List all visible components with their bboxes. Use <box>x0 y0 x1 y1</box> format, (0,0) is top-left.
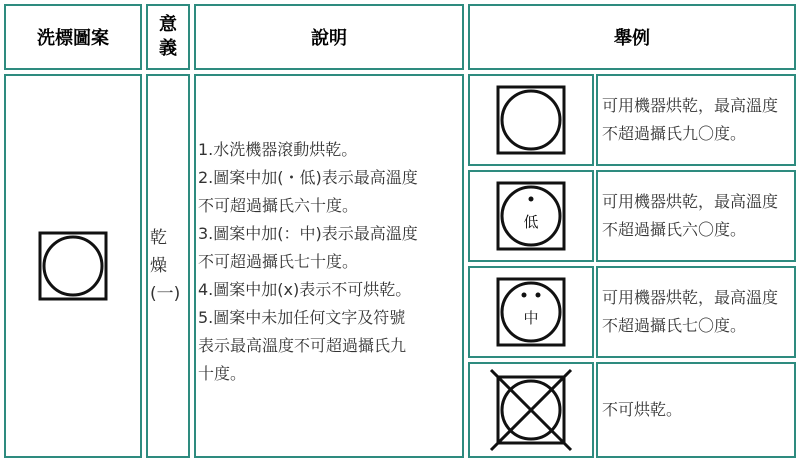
description-cell <box>194 74 464 458</box>
header-meaning <box>146 4 190 70</box>
example-icon-cell <box>468 170 594 262</box>
description-line: 4.圖案中加(x)表示不可烘乾。 <box>198 280 412 299</box>
header-pattern <box>4 4 142 70</box>
header-description-label: 說明 <box>311 28 347 49</box>
description-line: 不可超過攝氏六十度。 <box>198 196 359 215</box>
crossed-out-circle-in-square-icon <box>489 368 573 452</box>
medium-label: 中 <box>523 309 539 327</box>
meaning-line3: (一) <box>150 284 181 304</box>
example-text: 可用機器烘乾，最高溫度不超過攝氏七〇度。 <box>602 288 779 335</box>
example-icon-cell <box>468 74 594 166</box>
header-examples-label: 舉例 <box>614 28 650 49</box>
meaning-line1: 乾 <box>150 228 167 248</box>
tumble-dry-icon <box>38 231 108 301</box>
description-line: 2.圖案中加(・低)表示最高溫度 <box>198 168 418 187</box>
example-text: 可用機器烘乾，最高溫度不超過攝氏六〇度。 <box>602 192 779 239</box>
description-line: 表示最高溫度不可超過攝氏九 <box>198 336 407 355</box>
meaning-cell <box>146 74 190 458</box>
circle-in-square-icon <box>496 85 566 155</box>
example-icon-cell <box>468 266 594 358</box>
description-line: 5.圖案中未加任何文字及符號 <box>198 308 406 327</box>
example-text-cell <box>596 266 796 358</box>
example-text: 不可烘乾。 <box>602 400 683 419</box>
example-text-cell <box>596 74 796 166</box>
header-description <box>194 4 464 70</box>
header-meaning-line2: 義 <box>159 38 177 59</box>
description-line: 3.圖案中加(：中)表示最高溫度 <box>198 224 418 243</box>
example-text-cell <box>596 362 796 458</box>
example-text: 可用機器烘乾，最高溫度不超過攝氏九〇度。 <box>602 96 779 143</box>
description-line: 十度。 <box>198 364 247 383</box>
description-line: 不可超過攝氏七十度。 <box>198 252 359 271</box>
header-pattern-label: 洗標圖案 <box>37 28 109 49</box>
pattern-cell <box>4 74 142 458</box>
description-line: 1.水洗機器滾動烘乾。 <box>198 140 358 159</box>
circle-in-square-two-dots-icon <box>496 277 566 347</box>
meaning-line2: 燥 <box>150 256 167 276</box>
header-examples <box>468 4 796 70</box>
header-meaning-line1: 意 <box>159 14 177 35</box>
circle-in-square-one-dot-icon <box>496 181 566 251</box>
example-text-cell <box>596 170 796 262</box>
low-label: 低 <box>523 213 539 231</box>
example-icon-cell <box>468 362 594 458</box>
